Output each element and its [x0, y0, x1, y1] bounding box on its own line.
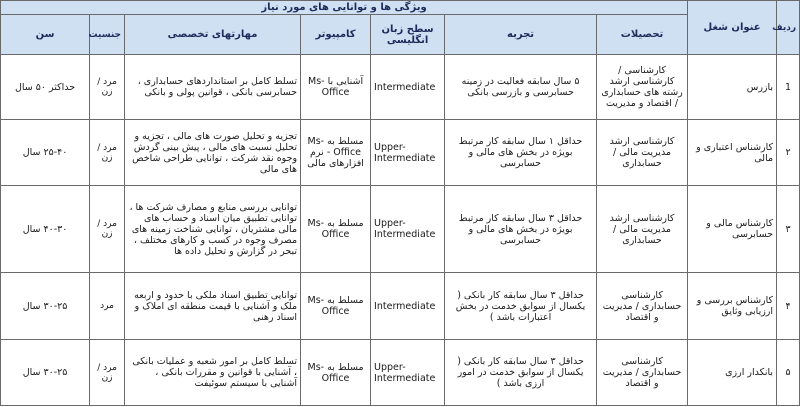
cell-row-number: ۲	[777, 120, 800, 186]
cell-gender: مرد / زن	[90, 55, 125, 120]
header-skills: مهارتهای تخصصی	[125, 15, 301, 55]
cell-age: ۳۰-۲۵ سال	[1, 340, 90, 406]
header-computer: کامپیوتر	[301, 15, 371, 55]
cell-job-title: کارشناس مالی و حسابرسی	[688, 186, 777, 273]
cell-computer: آشنایی با Ms-Office	[301, 55, 371, 120]
cell-skills: تسلط کامل بر امور شعبه و عملیات بانکی ، آشنایی با قوانین و مقررات بانکی ، آشنایی با سیستم سوئیفت	[125, 340, 301, 406]
cell-age: ۲۵-۴۰ سال	[1, 120, 90, 186]
header-english-level: سطح زبان انگلیسی	[371, 15, 445, 55]
cell-computer: مسلط به Ms-Office	[301, 273, 371, 340]
table-row	[1, 340, 800, 406]
cell-skills: توانایی بررسی منابع و مصارف شرکت ها ، توانایی تطبیق میان اسناد و حساب های مالی مشتریان ، توانایی شناخت زمینه های مصرف وجوه در کسب و کارهای مختلف ، تبحر در گزارش و تحلیل داده ها	[125, 186, 301, 273]
cell-education: کارشناسی ارشد مدیریت مالی / حسابداری	[597, 120, 688, 186]
cell-experience: حداقل ۱ سال سابقه کار مرتبط بویژه در بخش های مالی و حسابرسی	[445, 120, 597, 186]
cell-computer: مسلط به Ms-Office	[301, 340, 371, 406]
header-requirements-group: ویژگی ها و توانایی های مورد نیاز	[1, 1, 688, 15]
header-gender: جنسیت	[90, 15, 125, 55]
cell-skills: توانایی تطبیق اسناد ملکی با حدود و اربعه ملک و آشنایی با قیمت منطقه ای املاک و اسناد رهنی	[125, 273, 301, 340]
cell-computer: مسلط به Ms-Office	[301, 186, 371, 273]
cell-english-level: Intermediate	[371, 273, 445, 340]
cell-row-number: 1	[777, 55, 800, 120]
cell-english-level: Intermediate	[371, 55, 445, 120]
header-age: سن	[1, 15, 90, 55]
cell-education: کارشناسی / کارشناسی ارشد رشته های حسابداری / اقتصاد و مدیریت	[597, 55, 688, 120]
cell-age: ۴۰-۳۰ سال	[1, 186, 90, 273]
table-row	[1, 120, 800, 186]
cell-job-title: کارشناس اعتباری و مالی	[688, 120, 777, 186]
cell-computer: مسلط به Ms-Office - نرم افزارهای مالی	[301, 120, 371, 186]
cell-experience: ۵ سال سابقه فعالیت در زمینه حسابرسی و بازرسی بانکی	[445, 55, 597, 120]
header-job-title: عنوان شغل	[688, 1, 777, 55]
header-row-number: ردیف	[777, 1, 800, 55]
cell-gender: مرد / زن	[90, 120, 125, 186]
cell-english-level: Upper-Intermediate	[371, 120, 445, 186]
cell-job-title: کارشناس بررسی و ارزیابی وثایق	[688, 273, 777, 340]
cell-experience: حداقل ۳ سال سابقه کار بانکی ( یکسال از سوابق خدمت در بخش اعتبارات باشد )	[445, 273, 597, 340]
cell-gender: مرد	[90, 273, 125, 340]
table-row	[1, 273, 800, 340]
cell-education: کارشناسی حسابداری / مدیریت و اقتصاد	[597, 340, 688, 406]
cell-education: کارشناسی حسابداری / مدیریت و اقتصاد	[597, 273, 688, 340]
cell-age: حداکثر ۵۰ سال	[1, 55, 90, 120]
cell-english-level: Upper-Intermediate	[371, 340, 445, 406]
cell-row-number: ۴	[777, 273, 800, 340]
table-row	[1, 55, 800, 120]
header-experience: تجربه	[445, 15, 597, 55]
cell-skills: تسلط کامل بر استانداردهای حسابداری ، حسابرسی بانکی ، قوانین پولی و بانکی	[125, 55, 301, 120]
table-row	[1, 186, 800, 273]
cell-gender: مرد / زن	[90, 340, 125, 406]
cell-row-number: ۵	[777, 340, 800, 406]
cell-job-title: بازرس	[688, 55, 777, 120]
cell-english-level: Upper-Intermediate	[371, 186, 445, 273]
cell-education: کارشناسی ارشد مدیریت مالی / حسابداری	[597, 186, 688, 273]
cell-row-number: ۳	[777, 186, 800, 273]
cell-gender: مرد / زن	[90, 186, 125, 273]
cell-experience: حداقل ۳ سال سابقه کار مرتبط بویژه در بخش های مالی و حسابرسی	[445, 186, 597, 273]
cell-experience: حداقل ۳ سال سابقه کار بانکی ( یکسال از سوابق خدمت در امور ارزی باشد )	[445, 340, 597, 406]
cell-age: ۳۰-۲۵ سال	[1, 273, 90, 340]
header-education: تحصیلات	[597, 15, 688, 55]
cell-job-title: بانکدار ارزی	[688, 340, 777, 406]
cell-skills: تجزیه و تحلیل صورت های مالی ، تجزیه و تحلیل نسبت های مالی ، پیش بینی گردش وجوه نقد شرکت ، توانایی طراحی شاخص های مالی	[125, 120, 301, 186]
